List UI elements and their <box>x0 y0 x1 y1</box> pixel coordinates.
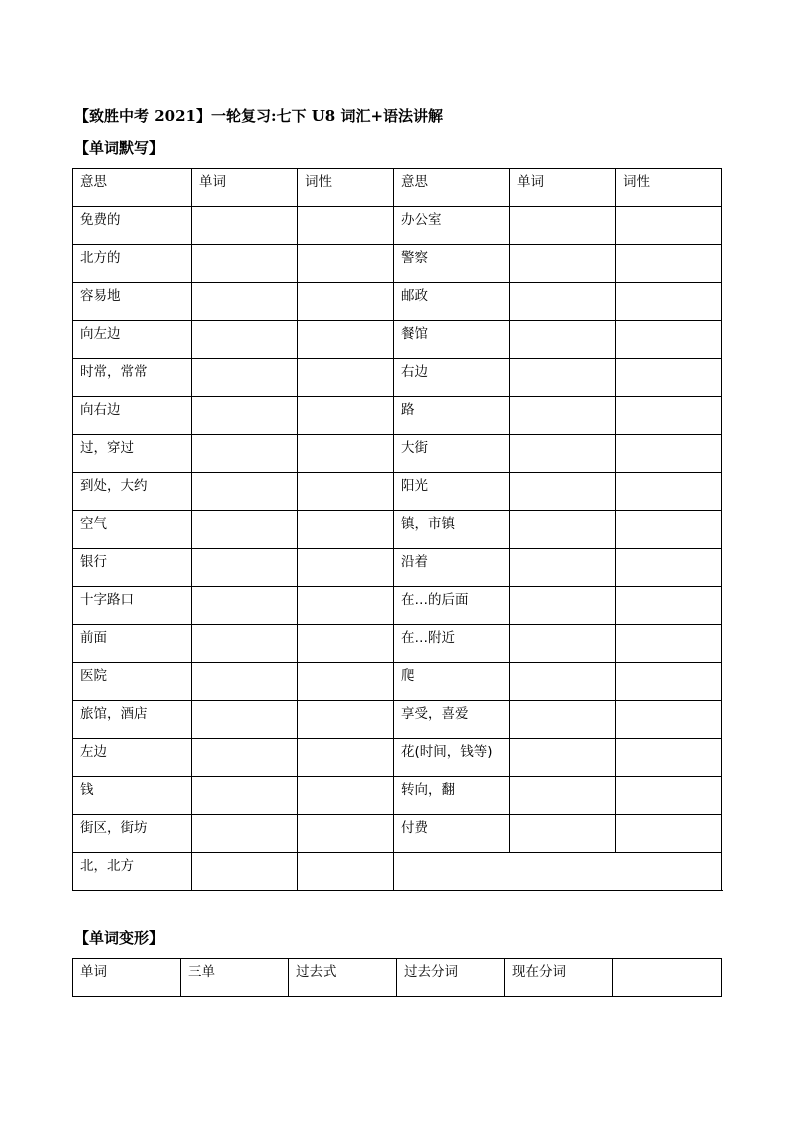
pos-answer-cell[interactable] <box>298 397 394 435</box>
word-answer-cell[interactable] <box>192 245 298 283</box>
pos-answer-cell[interactable] <box>616 397 722 435</box>
pos-answer-cell[interactable] <box>616 777 722 815</box>
meaning-cell: 过，穿过 <box>73 435 192 473</box>
word-answer-cell[interactable] <box>192 701 298 739</box>
meaning-cell: 银行 <box>73 549 192 587</box>
word-answer-cell[interactable] <box>510 283 616 321</box>
header-cell: 三单 <box>181 959 289 997</box>
pos-answer-cell[interactable] <box>616 435 722 473</box>
meaning-cell: 免费的 <box>73 207 192 245</box>
pos-answer-cell[interactable] <box>298 435 394 473</box>
pos-answer-cell[interactable] <box>298 549 394 587</box>
table-row <box>73 853 722 891</box>
pos-answer-cell[interactable] <box>298 777 394 815</box>
header-cell: 词性 <box>298 169 394 207</box>
word-answer-cell[interactable] <box>192 853 298 891</box>
meaning-cell: 阳光 <box>394 473 510 511</box>
word-answer-cell[interactable] <box>510 435 616 473</box>
word-answer-cell[interactable] <box>192 511 298 549</box>
meaning-cell: 医院 <box>73 663 192 701</box>
table-row <box>73 245 722 283</box>
word-answer-cell[interactable] <box>192 359 298 397</box>
meaning-cell: 钱 <box>73 777 192 815</box>
pos-answer-cell[interactable] <box>616 549 722 587</box>
table-row <box>73 435 722 473</box>
meaning-cell: 北，北方 <box>73 853 192 891</box>
table-row <box>73 549 722 587</box>
pos-answer-cell[interactable] <box>616 207 722 245</box>
empty-merged-cell <box>394 853 722 891</box>
header-cell <box>613 959 722 997</box>
meaning-cell: 大街 <box>394 435 510 473</box>
pos-answer-cell[interactable] <box>298 473 394 511</box>
pos-answer-cell[interactable] <box>298 359 394 397</box>
word-answer-cell[interactable] <box>192 739 298 777</box>
pos-answer-cell[interactable] <box>616 245 722 283</box>
meaning-cell: 右边 <box>394 359 510 397</box>
header-cell: 单词 <box>192 169 298 207</box>
page-title: 【致胜中考 2021】一轮复习:七下 U8 词汇+语法讲解 <box>74 107 444 125</box>
table-row <box>73 397 722 435</box>
meaning-cell: 容易地 <box>73 283 192 321</box>
meaning-cell: 邮政 <box>394 283 510 321</box>
meaning-cell: 转向，翻 <box>394 777 510 815</box>
meaning-cell: 在…附近 <box>394 625 510 663</box>
table-row <box>73 777 722 815</box>
pos-answer-cell[interactable] <box>616 701 722 739</box>
header-cell: 现在分词 <box>505 959 613 997</box>
meaning-cell: 左边 <box>73 739 192 777</box>
meaning-cell: 警察 <box>394 245 510 283</box>
table-row <box>73 207 722 245</box>
header-cell: 过去式 <box>289 959 397 997</box>
word-answer-cell[interactable] <box>192 435 298 473</box>
header-cell: 意思 <box>73 169 192 207</box>
word-answer-cell[interactable] <box>510 207 616 245</box>
pos-answer-cell[interactable] <box>616 359 722 397</box>
word-answer-cell[interactable] <box>510 321 616 359</box>
word-answer-cell[interactable] <box>510 625 616 663</box>
pos-answer-cell[interactable] <box>298 245 394 283</box>
table-row <box>73 511 722 549</box>
meaning-cell: 享受，喜爱 <box>394 701 510 739</box>
meaning-cell: 北方的 <box>73 245 192 283</box>
pos-answer-cell[interactable] <box>298 321 394 359</box>
meaning-cell: 前面 <box>73 625 192 663</box>
table-row <box>73 359 722 397</box>
word-answer-cell[interactable] <box>192 549 298 587</box>
word-answer-cell[interactable] <box>510 245 616 283</box>
word-answer-cell[interactable] <box>510 815 616 853</box>
pos-answer-cell[interactable] <box>298 207 394 245</box>
pos-answer-cell[interactable] <box>298 511 394 549</box>
meaning-cell: 向左边 <box>73 321 192 359</box>
meaning-cell: 到处，大约 <box>73 473 192 511</box>
meaning-cell: 爬 <box>394 663 510 701</box>
word-answer-cell[interactable] <box>510 663 616 701</box>
word-answer-cell[interactable] <box>192 473 298 511</box>
word-answer-cell[interactable] <box>192 625 298 663</box>
word-answer-cell[interactable] <box>510 587 616 625</box>
table-row <box>73 815 722 853</box>
section-heading-word-forms: 【单词变形】 <box>74 929 165 947</box>
word-answer-cell[interactable] <box>510 777 616 815</box>
pos-answer-cell[interactable] <box>298 701 394 739</box>
meaning-cell: 空气 <box>73 511 192 549</box>
pos-answer-cell[interactable] <box>616 815 722 853</box>
pos-answer-cell[interactable] <box>616 321 722 359</box>
meaning-cell: 沿着 <box>394 549 510 587</box>
pos-answer-cell[interactable] <box>298 283 394 321</box>
word-answer-cell[interactable] <box>510 701 616 739</box>
pos-answer-cell[interactable] <box>298 815 394 853</box>
table-row <box>73 739 722 777</box>
meaning-cell: 街区，街坊 <box>73 815 192 853</box>
header-cell: 单词 <box>73 959 181 997</box>
header-cell: 过去分词 <box>397 959 505 997</box>
meaning-cell: 时常，常常 <box>73 359 192 397</box>
table-row <box>73 625 722 663</box>
header-cell: 意思 <box>394 169 510 207</box>
word-answer-cell[interactable] <box>510 359 616 397</box>
table-row <box>73 283 722 321</box>
section-heading-dictation: 【单词默写】 <box>74 139 165 157</box>
meaning-cell: 餐馆 <box>394 321 510 359</box>
meaning-cell: 付费 <box>394 815 510 853</box>
table-row <box>73 701 722 739</box>
meaning-cell: 花(时间，钱等) <box>394 739 510 777</box>
word-answer-cell[interactable] <box>510 511 616 549</box>
table-row <box>73 587 722 625</box>
pos-answer-cell[interactable] <box>298 587 394 625</box>
pos-answer-cell[interactable] <box>298 625 394 663</box>
pos-answer-cell[interactable] <box>298 739 394 777</box>
table-row <box>73 473 722 511</box>
pos-answer-cell[interactable] <box>616 739 722 777</box>
pos-answer-cell[interactable] <box>298 663 394 701</box>
meaning-cell: 十字路口 <box>73 587 192 625</box>
pos-answer-cell[interactable] <box>298 853 394 891</box>
pos-answer-cell[interactable] <box>616 511 722 549</box>
table-row <box>73 663 722 701</box>
word-answer-cell[interactable] <box>192 777 298 815</box>
pos-answer-cell[interactable] <box>616 283 722 321</box>
word-forms-table <box>72 958 722 997</box>
table-header-row <box>73 169 722 207</box>
meaning-cell: 镇，市镇 <box>394 511 510 549</box>
meaning-cell: 办公室 <box>394 207 510 245</box>
word-answer-cell[interactable] <box>510 473 616 511</box>
word-answer-cell[interactable] <box>192 283 298 321</box>
meaning-cell: 旅馆，酒店 <box>73 701 192 739</box>
word-answer-cell[interactable] <box>192 321 298 359</box>
table-header-row <box>73 959 722 997</box>
word-answer-cell[interactable] <box>510 549 616 587</box>
pos-answer-cell[interactable] <box>616 625 722 663</box>
vocab-dictation-table <box>72 168 722 891</box>
pos-answer-cell[interactable] <box>616 663 722 701</box>
word-answer-cell[interactable] <box>192 587 298 625</box>
header-cell: 词性 <box>616 169 722 207</box>
meaning-cell: 在…的后面 <box>394 587 510 625</box>
meaning-cell: 路 <box>394 397 510 435</box>
pos-answer-cell[interactable] <box>616 473 722 511</box>
word-answer-cell[interactable] <box>192 397 298 435</box>
pos-answer-cell[interactable] <box>616 587 722 625</box>
table-row <box>73 321 722 359</box>
header-cell: 单词 <box>510 169 616 207</box>
word-answer-cell[interactable] <box>192 207 298 245</box>
meaning-cell: 向右边 <box>73 397 192 435</box>
word-answer-cell[interactable] <box>510 739 616 777</box>
word-answer-cell[interactable] <box>510 397 616 435</box>
word-answer-cell[interactable] <box>192 663 298 701</box>
word-answer-cell[interactable] <box>192 815 298 853</box>
